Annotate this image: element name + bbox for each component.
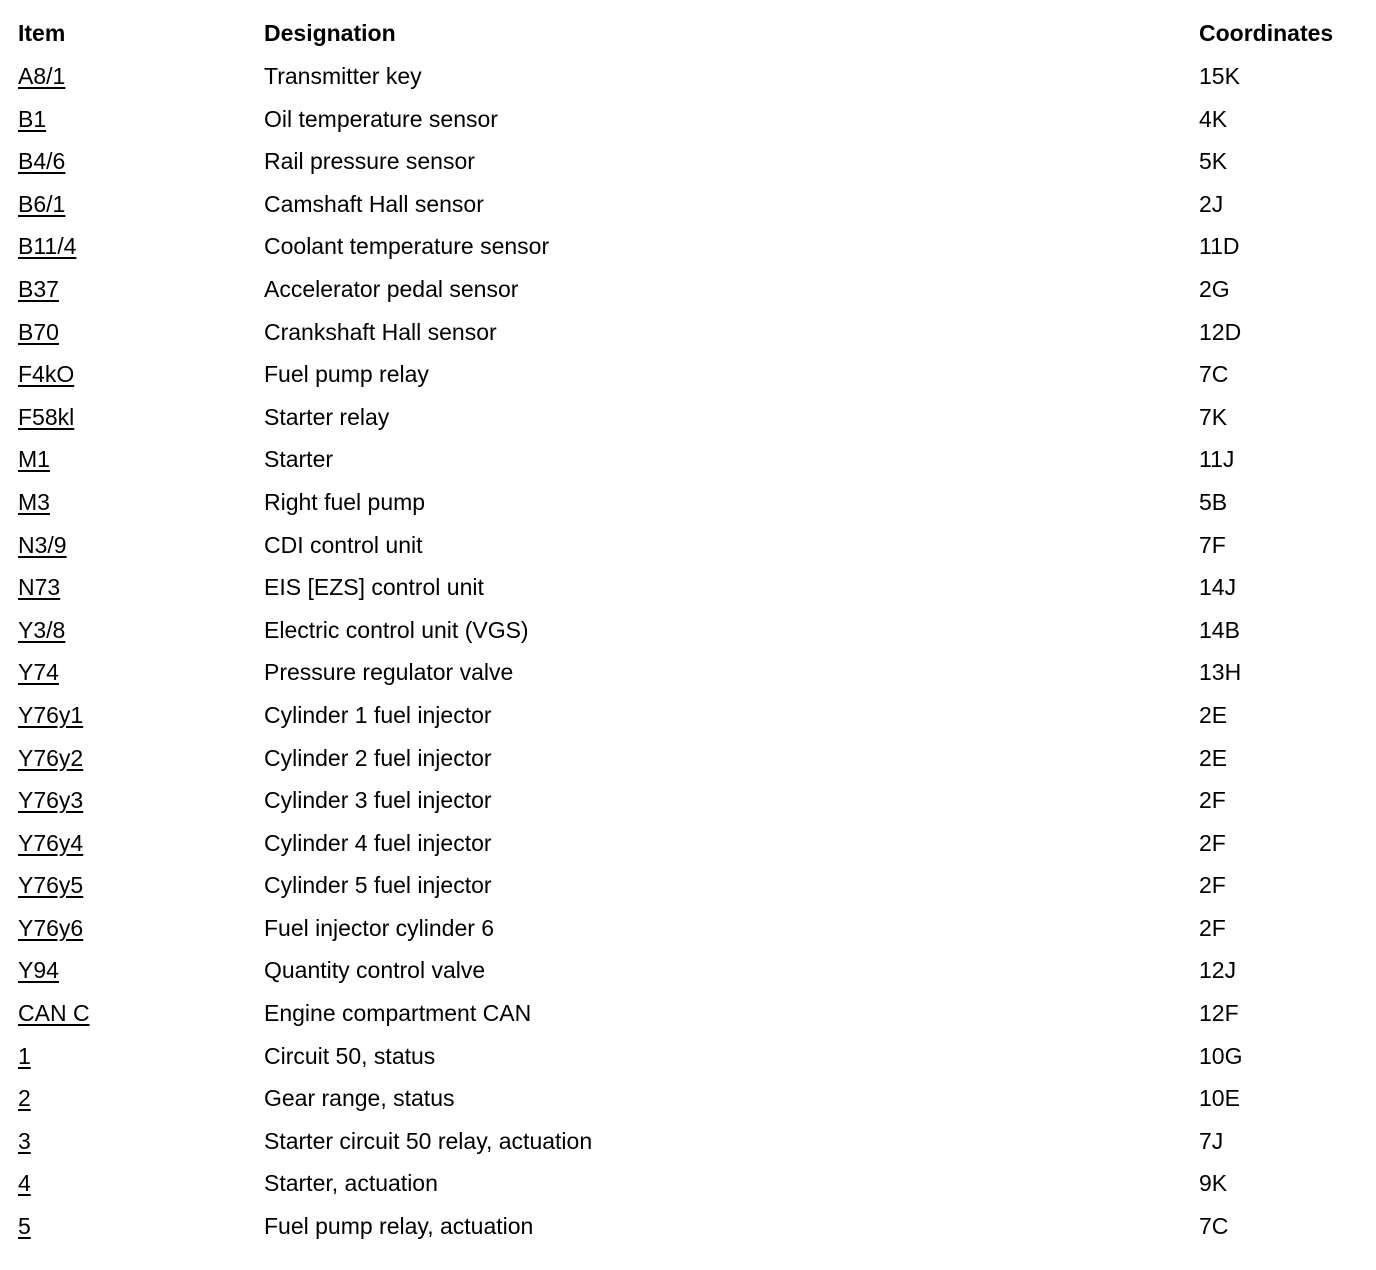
item-link[interactable]: N73	[18, 574, 61, 601]
coordinates-cell: 15K	[1199, 63, 1240, 89]
item-link[interactable]: B6/1	[18, 190, 66, 217]
item-link[interactable]: F58kl	[18, 403, 75, 430]
item-link[interactable]: Y76y1	[18, 701, 84, 728]
designation-cell: Starter relay	[264, 403, 390, 430]
table-row	[0, 955, 1376, 998]
table-row	[0, 61, 1376, 104]
designation-cell: Fuel injector cylinder 6	[264, 914, 495, 941]
item-link[interactable]: 5	[18, 1213, 31, 1240]
coordinates-cell: 10E	[1199, 1085, 1240, 1112]
header-designation: Designation	[264, 20, 396, 46]
coordinates-cell: 2J	[1199, 190, 1224, 217]
coordinates-cell: 4K	[1199, 105, 1228, 132]
item-link[interactable]: F4kO	[18, 361, 75, 388]
item-link[interactable]: Y76y6	[18, 914, 84, 941]
item-link[interactable]: 2	[18, 1085, 31, 1112]
table-row	[0, 828, 1376, 871]
header-item: Item	[18, 20, 66, 46]
item-link[interactable]: 1	[18, 1042, 31, 1069]
table-row	[0, 700, 1376, 743]
item-link[interactable]: CAN C	[18, 1000, 90, 1027]
item-link[interactable]: Y3/8	[18, 616, 66, 643]
designation-cell: Gear range, status	[264, 1085, 455, 1112]
coordinates-cell: 10G	[1199, 1042, 1243, 1069]
designation-cell: Oil temperature sensor	[264, 105, 498, 132]
table-row	[0, 1041, 1376, 1084]
table-row	[0, 317, 1376, 360]
table-row	[0, 104, 1376, 147]
table-row	[0, 274, 1376, 317]
designation-cell: Cylinder 2 fuel injector	[264, 744, 492, 771]
table-row	[0, 1083, 1376, 1126]
table-row	[0, 231, 1376, 274]
table-row	[0, 657, 1376, 700]
designation-cell: Quantity control valve	[264, 957, 486, 984]
item-link[interactable]: B70	[18, 318, 59, 345]
designation-cell: CDI control unit	[264, 531, 423, 558]
table-row	[0, 530, 1376, 573]
item-link[interactable]: 4	[18, 1170, 31, 1197]
designation-cell: Cylinder 1 fuel injector	[264, 701, 492, 728]
item-link[interactable]: B1	[18, 105, 47, 132]
coordinates-cell: 12D	[1199, 318, 1242, 345]
designation-cell: Coolant temperature sensor	[264, 233, 550, 260]
coordinates-cell: 5B	[1199, 488, 1228, 515]
coordinates-cell: 2F	[1199, 829, 1226, 856]
table-header	[0, 18, 1376, 48]
designation-cell: Starter, actuation	[264, 1170, 438, 1197]
coordinates-cell: 11J	[1199, 446, 1235, 473]
designation-cell: Engine compartment CAN	[264, 1000, 532, 1027]
table-row	[0, 572, 1376, 615]
coordinates-cell: 9K	[1199, 1170, 1228, 1197]
table-row	[0, 189, 1376, 232]
designation-cell: Pressure regulator valve	[264, 659, 514, 686]
item-link[interactable]: Y76y5	[18, 872, 84, 899]
item-link[interactable]: Y76y4	[18, 829, 84, 856]
coordinates-cell: 12F	[1199, 1000, 1239, 1027]
table-row	[0, 998, 1376, 1041]
table-row	[0, 615, 1376, 658]
designation-cell: Accelerator pedal sensor	[264, 275, 519, 302]
designation-cell: Cylinder 4 fuel injector	[264, 829, 492, 856]
coordinates-cell: 2F	[1199, 914, 1226, 941]
item-link[interactable]: A8/1	[18, 63, 66, 89]
coordinates-cell: 7C	[1199, 1213, 1229, 1240]
designation-cell: Fuel pump relay, actuation	[264, 1213, 534, 1240]
table-row	[0, 785, 1376, 828]
item-link[interactable]: Y74	[18, 659, 59, 686]
table-body	[0, 61, 1376, 1254]
item-link[interactable]: B37	[18, 275, 59, 302]
coordinates-cell: 2F	[1199, 787, 1226, 814]
coordinates-cell: 12J	[1199, 957, 1237, 984]
table-row	[0, 146, 1376, 189]
coordinates-cell: 7C	[1199, 361, 1229, 388]
table-row	[0, 359, 1376, 402]
item-link[interactable]: Y76y2	[18, 744, 84, 771]
designation-cell: Right fuel pump	[264, 488, 426, 515]
table-row	[0, 1168, 1376, 1211]
coordinates-cell: 2E	[1199, 744, 1228, 771]
table-row	[0, 487, 1376, 530]
table-row	[0, 913, 1376, 956]
designation-cell: Crankshaft Hall sensor	[264, 318, 497, 345]
coordinates-cell: 2E	[1199, 701, 1228, 728]
item-link[interactable]: M3	[18, 488, 50, 515]
designation-cell: Electric control unit (VGS)	[264, 616, 529, 643]
coordinates-cell: 7F	[1199, 531, 1226, 558]
designation-cell: EIS [EZS] control unit	[264, 574, 484, 601]
item-link[interactable]: N3/9	[18, 531, 67, 558]
coordinates-cell: 14B	[1199, 616, 1240, 643]
coordinates-cell: 2G	[1199, 275, 1230, 302]
designation-cell: Starter circuit 50 relay, actuation	[264, 1127, 593, 1154]
table-row	[0, 444, 1376, 487]
header-coordinates: Coordinates	[1199, 20, 1334, 46]
coordinates-cell: 2F	[1199, 872, 1226, 899]
coordinates-cell: 7K	[1199, 403, 1228, 430]
coordinates-cell: 11D	[1199, 233, 1240, 260]
designation-cell: Starter	[264, 446, 334, 473]
coordinates-cell: 14J	[1199, 574, 1237, 601]
item-link[interactable]: B11/4	[18, 233, 77, 260]
table-row	[0, 402, 1376, 445]
designation-cell: Transmitter key	[264, 63, 422, 89]
designation-cell: Circuit 50, status	[264, 1042, 436, 1069]
item-link[interactable]: Y76y3	[18, 787, 84, 814]
table-row	[0, 743, 1376, 786]
coordinates-cell: 5K	[1199, 148, 1228, 175]
table-row	[0, 1126, 1376, 1169]
item-link[interactable]: B4/6	[18, 148, 66, 175]
designation-cell: Fuel pump relay	[264, 361, 429, 388]
item-link[interactable]: 3	[18, 1127, 31, 1154]
designation-cell: Camshaft Hall sensor	[264, 190, 484, 217]
designation-cell: Cylinder 3 fuel injector	[264, 787, 492, 814]
item-link[interactable]: Y94	[18, 957, 59, 984]
table-row	[0, 1211, 1376, 1254]
coordinates-cell: 7J	[1199, 1127, 1224, 1154]
item-link[interactable]: M1	[18, 446, 50, 473]
designation-cell: Cylinder 5 fuel injector	[264, 872, 492, 899]
coordinates-cell: 13H	[1199, 659, 1242, 686]
table-row	[0, 870, 1376, 913]
designation-cell: Rail pressure sensor	[264, 148, 475, 175]
